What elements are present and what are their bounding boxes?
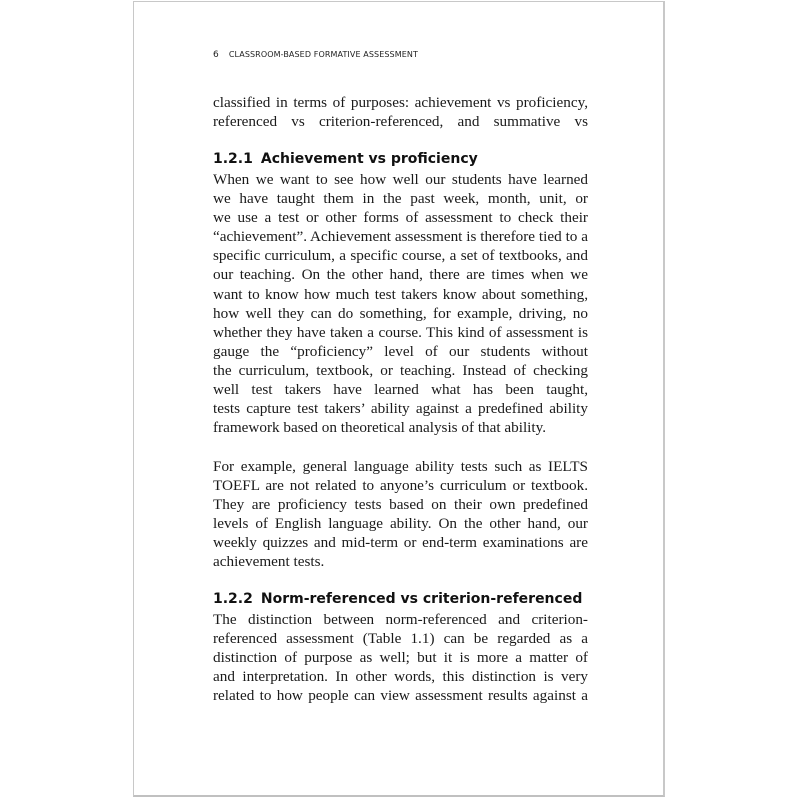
section-title: Norm-referenced vs criterion-referenced: [260, 591, 583, 607]
text-line: The distinction between norm-referenced and criterion-: [213, 611, 588, 628]
text-line: tests capture test takers’ ability against a predefined ability: [213, 400, 588, 418]
text-line: and interpretation. In other words, this distinction is very: [213, 668, 588, 686]
text-line: specific curriculum, a specific course, a set of textbooks, and: [213, 247, 588, 265]
paragraph: [213, 610, 588, 705]
paragraph: [213, 170, 588, 437]
text-line: classified in terms of purposes: achievement vs proficiency,: [213, 94, 588, 111]
section-number: 1.2.2: [213, 591, 253, 607]
text-line: gauge the “proficiency” level of our students without: [213, 342, 588, 360]
text-line: levels of English language ability. On the other hand, our: [213, 515, 588, 533]
running-title: CLASSROOM-BASED FORMATIVE ASSESSMENT: [228, 50, 418, 59]
paragraph: [213, 457, 588, 572]
text-line: we have taught them in the past week, month, unit, or: [213, 190, 588, 208]
section-number: 1.2.1: [213, 151, 253, 167]
text-line: achievement tests.: [213, 553, 325, 571]
intro-paragraph: [213, 93, 588, 131]
text-line: For example, general language ability tests such as IELTS: [213, 458, 588, 475]
text-line: weekly quizzes and mid-term or end-term examinations are: [213, 534, 588, 552]
text-line: They are proficiency tests based on their own predefined: [213, 496, 588, 514]
text-line: our teaching. On the other hand, there are times when we: [213, 266, 588, 284]
text-line: well test takers have learned what has been taught,: [213, 381, 588, 399]
text-line: related to how people can view assessment results against a: [213, 687, 588, 705]
text-line: framework based on theoretical analysis of that ability.: [213, 419, 547, 437]
text-line: we use a test or other forms of assessment to check their: [213, 209, 588, 227]
text-line: want to know how much test takers know about something,: [213, 285, 588, 303]
text-line: referenced vs criterion-referenced, and summative vs: [213, 113, 588, 131]
text-line: referenced assessment (Table 1.1) can be regarded as a: [213, 630, 588, 648]
text-line: the curriculum, textbook, or teaching. Instead of checking: [213, 361, 588, 379]
text-line: how well they can do something, for example, driving, no: [213, 304, 588, 322]
running-header: [213, 50, 418, 60]
section-heading-1-2-1: [213, 151, 478, 167]
text-line: TOEFL are not related to anyone’s curriculum or textbook.: [213, 477, 588, 495]
text-line: When we want to see how well our students have learned: [213, 171, 588, 188]
text-line: whether they have taken a course. This kind of assessment is: [213, 323, 588, 341]
section-title: Achievement vs proficiency: [260, 151, 478, 167]
page-number: 6: [213, 50, 219, 60]
text-line: distinction of purpose as well; but it is more a matter of: [213, 649, 588, 667]
text-line: “achievement”. Achievement assessment is therefore tied to a: [213, 228, 588, 246]
section-heading-1-2-2: [213, 591, 582, 607]
